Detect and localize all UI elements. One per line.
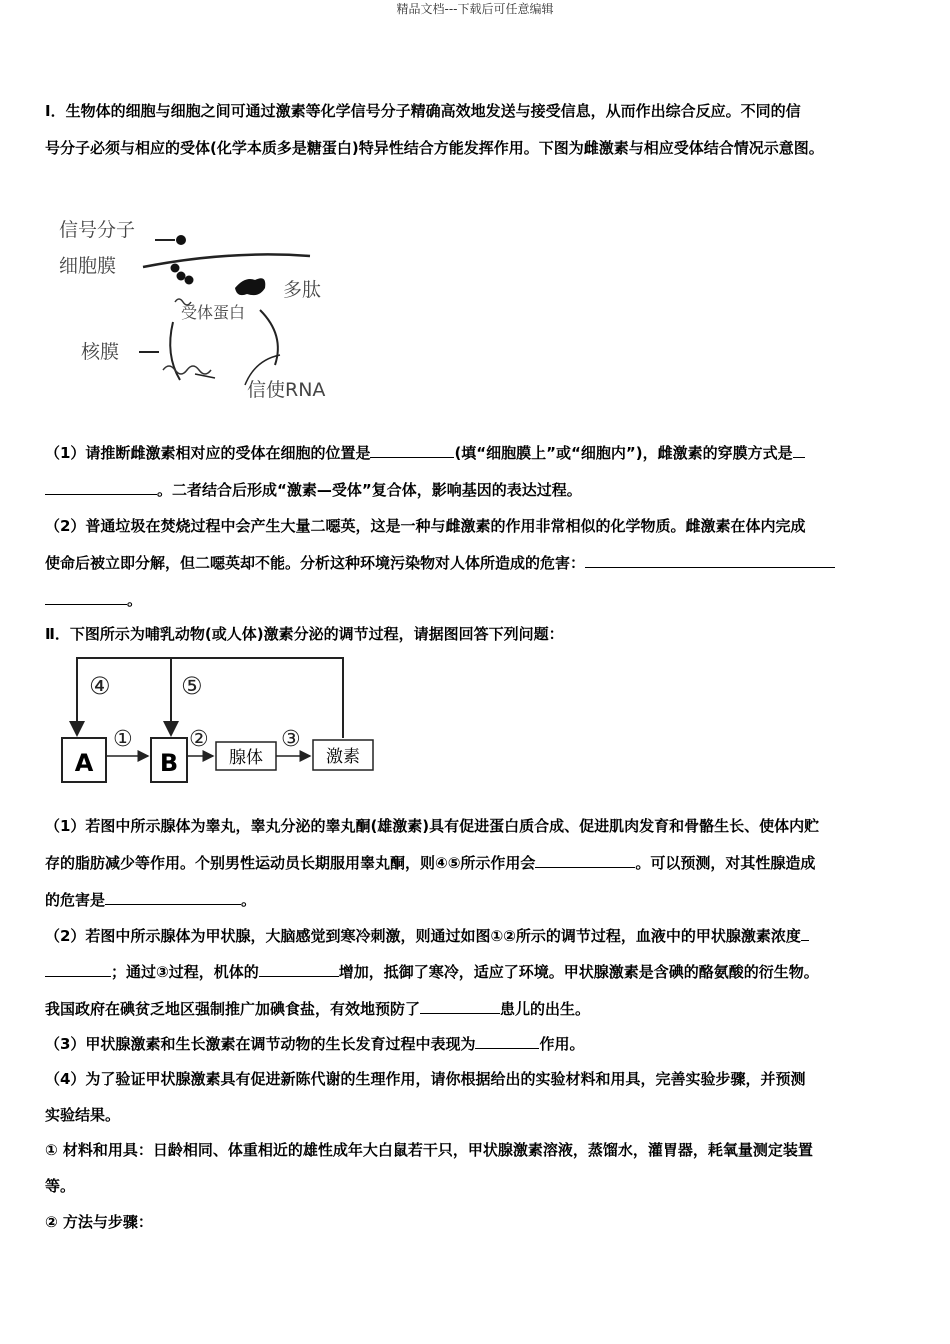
answer-blank[interactable]: [45, 587, 127, 605]
part1-q2-line2: [45, 545, 905, 582]
answer-blank[interactable]: [45, 959, 111, 977]
answer-blank[interactable]: [801, 923, 809, 941]
part1-q1-line2: [45, 472, 905, 509]
fig1-signal-label: 信号分子: [59, 219, 136, 241]
hormone-regulation-figure: [55, 650, 375, 790]
part2-label: Ⅱ: [45, 625, 55, 643]
answer-blank[interactable]: [793, 440, 805, 458]
part1-q2-text-b: 使命后被立即分解，但二噁英却不能。分析这种环境污染物对人体所造成的危害：: [45, 554, 586, 572]
part2-materials-line1: ① 材料和用具：日龄相同、体重相近的雄性成年大白鼠若干只，甲状腺激素溶液，蒸馏水，灌胃器，耗氧量测定装置: [45, 1141, 813, 1159]
answer-blank[interactable]: [475, 1031, 539, 1049]
part1-label: Ⅰ: [45, 102, 51, 120]
part2-q1-text-c: 。可以预测，对其性腺造成: [635, 854, 816, 872]
fig2-label-3: ③: [281, 727, 301, 752]
part2-materials-line2: 等。: [45, 1177, 76, 1195]
part2-q2-text-b: ；通过③过程，机体的: [111, 963, 259, 981]
fig2-box-hormone-label: 激素: [326, 747, 360, 767]
part2-q4-line2: 实验结果。: [45, 1106, 121, 1124]
answer-blank[interactable]: [105, 887, 241, 905]
fig2-label-5: ⑤: [181, 672, 203, 700]
fig1-receptor-label: 受体蛋白: [181, 303, 246, 322]
page-header: 精品文档---下载后可任意编辑: [396, 2, 554, 16]
part2-q2-line3: [45, 991, 905, 1028]
part1-intro-line2: 号分子必须与相应的受体(化学本质多是糖蛋白)特异性结合方能发挥作用。下图为雌激素与相应受体结合情况示意图。: [45, 139, 824, 157]
part2-q1-text-e: 。: [241, 891, 257, 909]
answer-blank[interactable]: [370, 440, 454, 458]
fig1-cell-membrane: [143, 254, 310, 267]
part2-intro-text: ．下图所示为哺乳动物(或人体)激素分泌的调节过程，请据图回答下列问题：: [54, 625, 564, 643]
part2-method: ② 方法与步骤：: [45, 1213, 153, 1231]
estrogen-receptor-figure: [55, 210, 345, 410]
part2-q2-text-c: 增加，抵御了寒冷，适应了环境。甲状腺激素是含碘的酪氨酸的衍生物。: [338, 963, 819, 981]
part1-q1-text-c: 。二者结合后形成“激素—受体”复合体，影响基因的表达过程。: [157, 481, 582, 499]
part1-q1-text-a: （1）请推断雌激素相对应的受体在细胞的位置是: [45, 444, 371, 462]
part1-q1-line1: [45, 435, 905, 472]
fig1-nucleus-label: 核膜: [81, 341, 120, 363]
part1-q2-text-c: 。: [127, 591, 143, 609]
fig2-feedback-line-4: [77, 658, 343, 738]
part1-q1-text-b: (填“细胞膜上”或“细胞内”)，雌激素的穿膜方式是: [454, 444, 793, 462]
part2-q1-line1: （1）若图中所示腺体为睾丸，睾丸分泌的睾丸酮(雄激素)具有促进蛋白质合成、促进肌肉发育和骨骼生长、使体内贮: [45, 817, 820, 835]
part2-q2-text-d: 我国政府在碘贫乏地区强制推广加碘食盐，有效地预防了: [45, 1000, 421, 1018]
answer-blank[interactable]: [259, 959, 339, 977]
part2-q2-text-a: （2）若图中所示腺体为甲状腺，大脑感觉到寒冷刺激，则通过如图①②所示的调节过程，血液中的甲状腺激素浓度: [45, 927, 801, 945]
fig1-membrane-label: 细胞膜: [59, 255, 117, 277]
fig2-box-b-label: B: [159, 749, 179, 777]
part2-q1-text-d: 的危害是: [45, 891, 106, 909]
part2-q3: [45, 1026, 905, 1063]
part2-q4-line1: （4）为了验证甲状腺激素具有促进新陈代谢的生理作用，请你根据给出的实验材料和用具，完善实验步骤，并预测: [45, 1070, 806, 1088]
part2-q2-line1: [45, 918, 905, 955]
part2-q3-text-a: （3）甲状腺激素和生长激素在调节动物的生长发育过程中表现为: [45, 1035, 476, 1053]
part2-q2-text-e: 患儿的出生。: [500, 1000, 591, 1018]
fig2-label-2: ②: [189, 727, 209, 752]
fig1-peptide-shape: [235, 278, 265, 295]
part2-intro: [45, 616, 905, 653]
part2-q1-text-b: 存的脂肪减少等作用。个别男性运动员长期服用睾丸酮，则④⑤所示作用会: [45, 854, 536, 872]
answer-blank[interactable]: [45, 477, 157, 495]
part1-intro-line1: [45, 93, 905, 130]
part2-q2-line2: [45, 954, 905, 991]
fig1-mrna-label: 信使RNA: [247, 379, 326, 401]
fig2-label-1: ①: [113, 727, 133, 752]
part1-q2-line3: [45, 582, 905, 619]
part1-q2-line1: （2）普通垃圾在焚烧过程中会产生大量二噁英，这是一种与雌激素的作用非常相似的化学物质。雌激素在体内完成: [45, 517, 806, 535]
answer-blank[interactable]: [535, 850, 635, 868]
fig2-label-4: ④: [89, 672, 111, 700]
part2-q3-text-b: 作用。: [539, 1035, 585, 1053]
answer-blank[interactable]: [585, 550, 835, 568]
part2-q1-line2: [45, 845, 905, 882]
fig1-peptide-label: 多肽: [283, 279, 322, 301]
fig1-molecule-3: [185, 276, 194, 285]
fig2-box-a-label: A: [74, 749, 94, 777]
part1-intro-text1: ．生物体的细胞与细胞之间可通过激素等化学信号分子精确高效地发送与接受信息，从而作出综合反应。不同的信: [50, 102, 801, 120]
fig1-molecule-2: [177, 272, 186, 281]
answer-blank[interactable]: [420, 996, 500, 1014]
fig1-mrna-strand: [163, 366, 211, 374]
fig1-signal-molecule: [176, 235, 186, 245]
part2-q1-line3: [45, 882, 905, 919]
fig1-molecule-1: [171, 264, 180, 273]
fig2-box-gland-label: 腺体: [229, 748, 263, 768]
